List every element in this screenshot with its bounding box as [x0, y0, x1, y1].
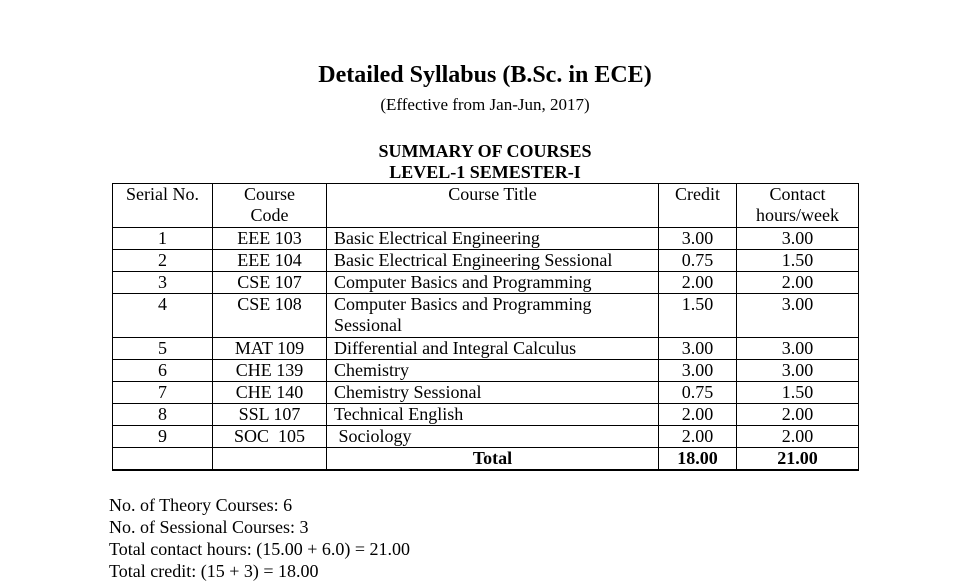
courses-table — [112, 183, 859, 471]
total-label: Total — [327, 448, 659, 471]
header-serial: Serial No. — [113, 184, 213, 228]
header-contact-line1: Contact — [769, 184, 826, 204]
cell-title: Technical English — [327, 404, 659, 426]
cell-code: EEE 103 — [213, 228, 327, 250]
header-code — [213, 184, 327, 228]
table-row — [113, 360, 859, 382]
cell-contact: 3.00 — [737, 294, 859, 338]
table-header — [113, 184, 859, 228]
cell-serial: 2 — [113, 250, 213, 272]
cell-code: CSE 108 — [213, 294, 327, 338]
cell-code: CSE 107 — [213, 272, 327, 294]
cell-credit: 0.75 — [659, 250, 737, 272]
summary-heading: SUMMARY OF COURSES — [378, 141, 592, 161]
total-credit: 18.00 — [659, 448, 737, 471]
cell-code: MAT 109 — [213, 338, 327, 360]
cell-contact: 3.00 — [737, 338, 859, 360]
cell-credit: 2.00 — [659, 404, 737, 426]
cell-credit: 0.75 — [659, 382, 737, 404]
table-row — [113, 404, 859, 426]
cell-code: EEE 104 — [213, 250, 327, 272]
cell-code: CHE 140 — [213, 382, 327, 404]
header-code-line1: Course — [244, 184, 295, 204]
table-row — [113, 272, 859, 294]
cell-credit: 3.00 — [659, 228, 737, 250]
table-row — [113, 338, 859, 360]
cell-serial: 9 — [113, 426, 213, 448]
cell-title: Chemistry Sessional — [327, 382, 659, 404]
cell-credit: 3.00 — [659, 360, 737, 382]
level-heading: LEVEL-1 SEMESTER-I — [389, 162, 581, 182]
cell-contact: 3.00 — [737, 228, 859, 250]
cell-code: SOC 105 — [213, 426, 327, 448]
header-contact — [737, 184, 859, 228]
cell-title: Computer Basics and Programming — [327, 272, 659, 294]
cell-empty — [113, 448, 213, 471]
total-row — [113, 448, 859, 471]
total-contact: 21.00 — [737, 448, 859, 471]
cell-title: Chemistry — [327, 360, 659, 382]
cell-credit: 2.00 — [659, 426, 737, 448]
cell-title: Sociology — [327, 426, 659, 448]
cell-serial: 4 — [113, 294, 213, 338]
cell-contact: 1.50 — [737, 250, 859, 272]
cell-code: SSL 107 — [213, 404, 327, 426]
effective-date: (Effective from Jan-Jun, 2017) — [380, 95, 590, 114]
header-code-line2: Code — [250, 205, 289, 225]
cell-contact: 1.50 — [737, 382, 859, 404]
cell-credit: 2.00 — [659, 272, 737, 294]
cell-title: Computer Basics and Programming Sessional — [327, 294, 659, 338]
note-contact-hours: Total contact hours: (15.00 + 6.0) = 21.00 — [109, 539, 410, 559]
cell-serial: 7 — [113, 382, 213, 404]
header-title: Course Title — [327, 184, 659, 228]
cell-contact: 2.00 — [737, 404, 859, 426]
note-credit: Total credit: (15 + 3) = 18.00 — [109, 561, 319, 581]
cell-serial: 5 — [113, 338, 213, 360]
cell-contact: 2.00 — [737, 272, 859, 294]
notes — [109, 494, 410, 582]
page-title: Detailed Syllabus (B.Sc. in ECE) — [318, 62, 652, 88]
cell-contact: 3.00 — [737, 360, 859, 382]
cell-title: Differential and Integral Calculus — [327, 338, 659, 360]
header-credit: Credit — [659, 184, 737, 228]
cell-serial: 6 — [113, 360, 213, 382]
cell-empty — [213, 448, 327, 471]
cell-credit: 1.50 — [659, 294, 737, 338]
table-row — [113, 382, 859, 404]
note-sessional: No. of Sessional Courses: 3 — [109, 517, 309, 537]
cell-code: CHE 139 — [213, 360, 327, 382]
cell-serial: 8 — [113, 404, 213, 426]
cell-serial: 1 — [113, 228, 213, 250]
table-row — [113, 426, 859, 448]
note-theory: No. of Theory Courses: 6 — [109, 495, 293, 515]
cell-contact: 2.00 — [737, 426, 859, 448]
table-row — [113, 294, 859, 338]
cell-title: Basic Electrical Engineering Sessional — [327, 250, 659, 272]
cell-credit: 3.00 — [659, 338, 737, 360]
table-row — [113, 228, 859, 250]
cell-title: Basic Electrical Engineering — [327, 228, 659, 250]
table-row — [113, 250, 859, 272]
header-contact-line2: hours/week — [756, 205, 839, 225]
cell-serial: 3 — [113, 272, 213, 294]
